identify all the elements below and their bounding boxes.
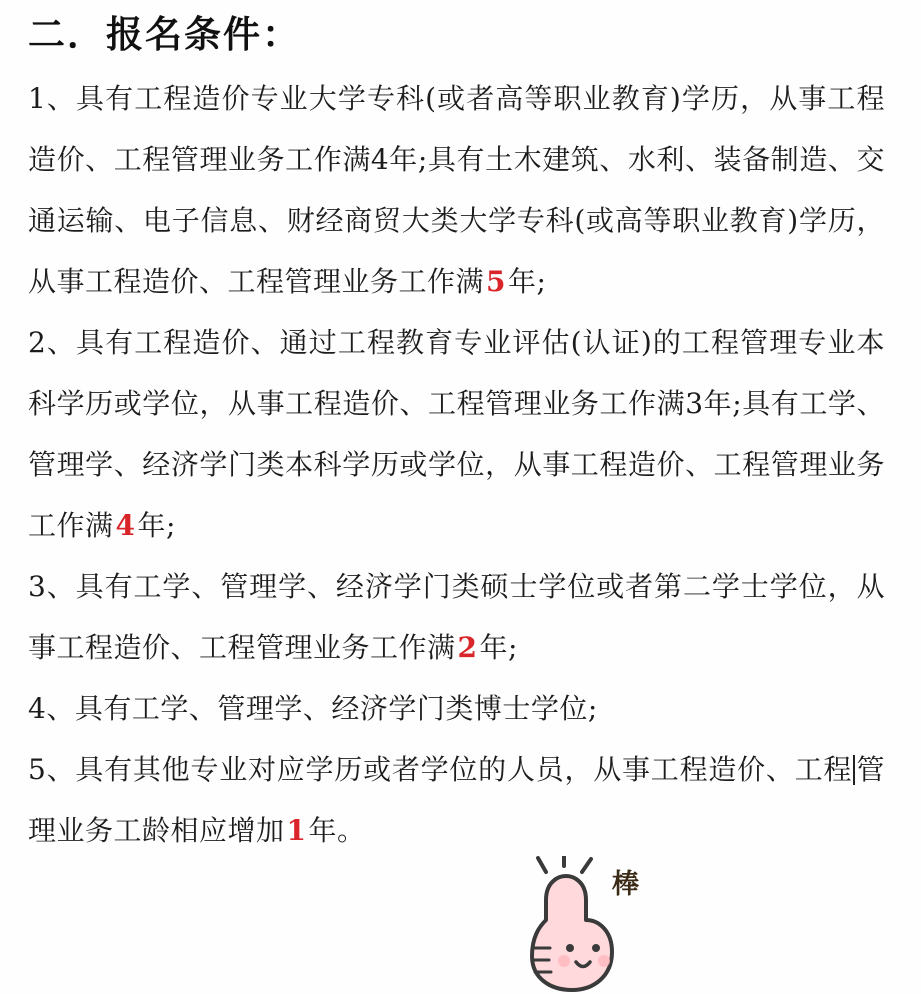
text-run: 年。 [308,813,366,847]
text-run: 3、具有工学、管理学、经济学门类硕士学位或者第二学士学位，从事工程造价、工程管理业务工作满 [28,569,885,664]
section-heading: 二．报名条件： [28,12,301,56]
text-run: 年;具有土木建筑、水利、装备制造、交通运输、电子信息、财经商贸大类大学专科(或高等职业教育)学历，从事工程造价、工程管理业务工作满 [28,142,885,298]
cute-finger-sticker-icon [516,856,706,994]
text-run: 1、具有工程造价专业大学专科(或者高等职业教育)学历，从事工程造价、工程管理业务工作满 [28,81,885,176]
text-run: 年; [508,264,547,298]
condition-item-5 [28,739,885,861]
text-run: 4、具有工学、管理学、经济学门类博士学位; [28,691,598,725]
highlighted-number: 5 [486,264,506,298]
highlighted-number: 1 [286,813,307,847]
condition-item-2 [28,312,885,556]
condition-item-1 [28,68,885,312]
condition-item-4 [28,678,885,739]
text-run: 年; [479,630,518,664]
text-run: 5、具有其他专业对应学历或者学位的人员，从事工程造价、工程 [28,752,853,786]
text-run: 年; [137,508,176,542]
highlighted-number: 4 [115,508,136,542]
sticker-badge-label: 棒 [612,869,639,900]
text-run: 4 [370,142,390,176]
highlighted-number: 2 [457,630,478,664]
condition-item-3 [28,556,885,678]
text-run: 年;具有工学、管理学、经济学门类本科学历或学位，从事工程造价、工程管理业务工作满 [28,386,885,542]
text-cursor [853,755,855,785]
text-run: 3 [685,386,704,420]
text-run: 管理业务工龄相应增加 [28,752,885,847]
text-run: 2、具有工程造价、通过工程教育专业评估(认证)的工程管理专业本科学历或学位，从事工程造价、工程管理业务工作满 [28,325,885,420]
